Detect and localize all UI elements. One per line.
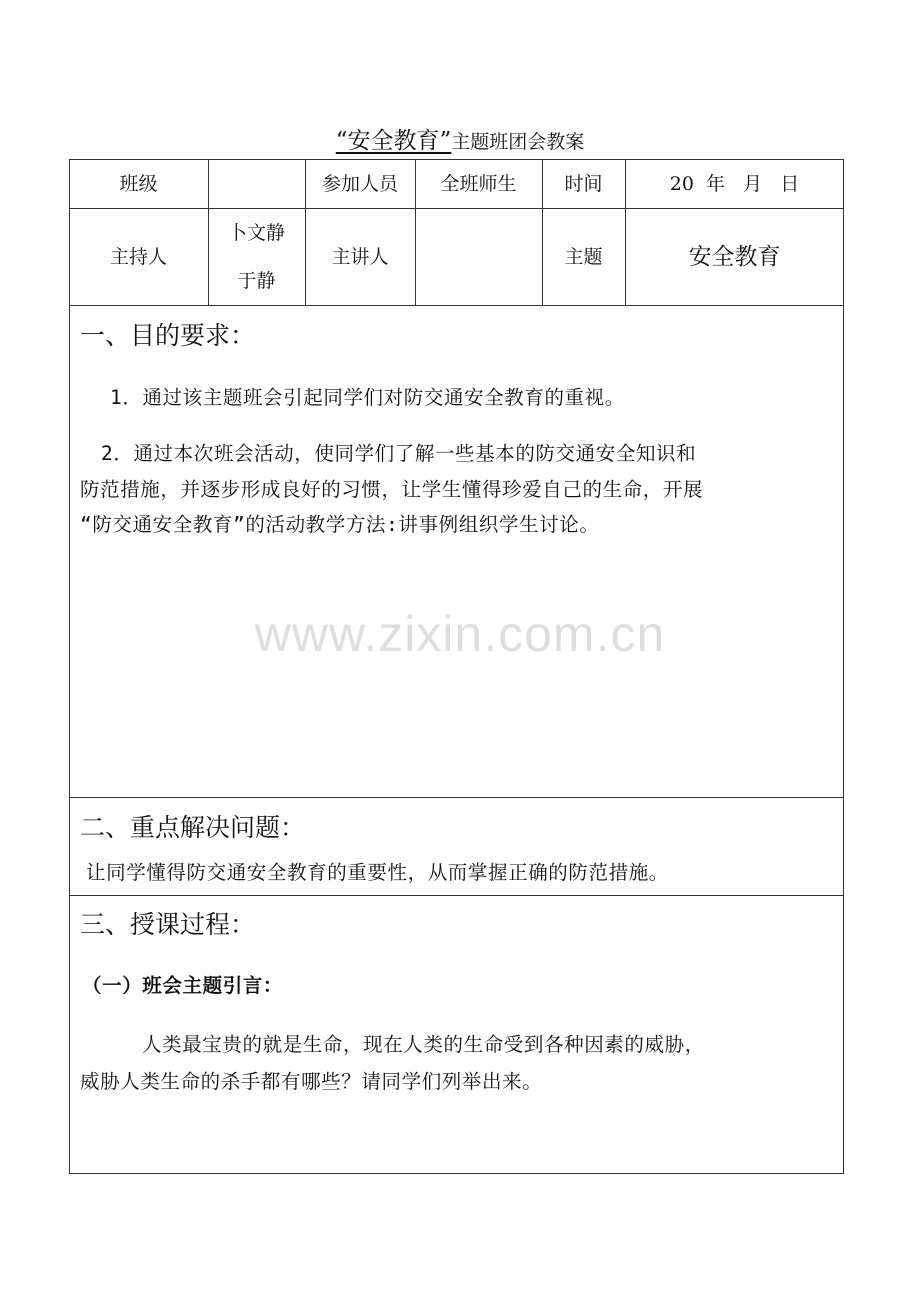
host-label: 主持人 [109, 245, 167, 268]
introduction-line-1: 人类最宝贵的就是生命，现在人类的生命受到各种因素的威胁， [142, 1033, 705, 1056]
speaker-label: 主讲人 [331, 245, 389, 268]
key-problems-text: 让同学懂得防交通安全教育的重要性，从而掌握正确的防范措施。 [86, 861, 669, 884]
topic-label: 主题 [564, 245, 603, 268]
host-value [208, 208, 305, 305]
section-heading-objectives: 一、目的要求： [80, 321, 256, 350]
subheading-introduction: （一）班会主题引言： [82, 974, 284, 997]
section-heading-teaching-process: 三、授课过程： [80, 910, 256, 939]
row-divider [69, 305, 844, 306]
class-label: 班级 [119, 172, 158, 195]
topic-value: 安全教育 [688, 243, 781, 270]
row-divider [69, 895, 844, 896]
title-underlined: “安全教育” [335, 128, 452, 154]
host-name-1: 卜文静 [227, 221, 285, 244]
objective-item-1: 1．通过该主题班会引起同学们对防交通安全教育的重视。 [110, 386, 625, 409]
time-value: 20 年 月 日 [669, 172, 800, 195]
objective-item-2-line-2: 防范措施，并逐步形成良好的习惯，让学生懂得珍爱自己的生命，开展 [80, 478, 704, 501]
introduction-line-2: 威胁人类生命的杀手都有哪些？请同学们列举出来。 [80, 1070, 543, 1093]
section-heading-key-problems: 二、重点解决问题： [80, 813, 306, 842]
speaker-value [415, 208, 542, 305]
row-divider [69, 797, 844, 798]
document-title [0, 122, 920, 155]
objective-item-2-line-3: “防交通安全教育”的活动教学方法:讲事例组织学生讨论。 [80, 513, 600, 536]
objective-item-2-line-1: 2．通过本次班会活动，使同学们了解一些基本的防交通安全知识和 [101, 442, 697, 465]
watermark: www.zixin.com.cn [254, 606, 666, 662]
lesson-plan-table [69, 159, 844, 1174]
participants-label: 参加人员 [321, 172, 398, 195]
participants-value: 全班师生 [440, 172, 517, 195]
class-value [208, 159, 305, 208]
time-label: 时间 [564, 172, 603, 195]
host-name-2: 于静 [237, 269, 276, 292]
title-rest: 主题班团会教案 [451, 131, 585, 153]
